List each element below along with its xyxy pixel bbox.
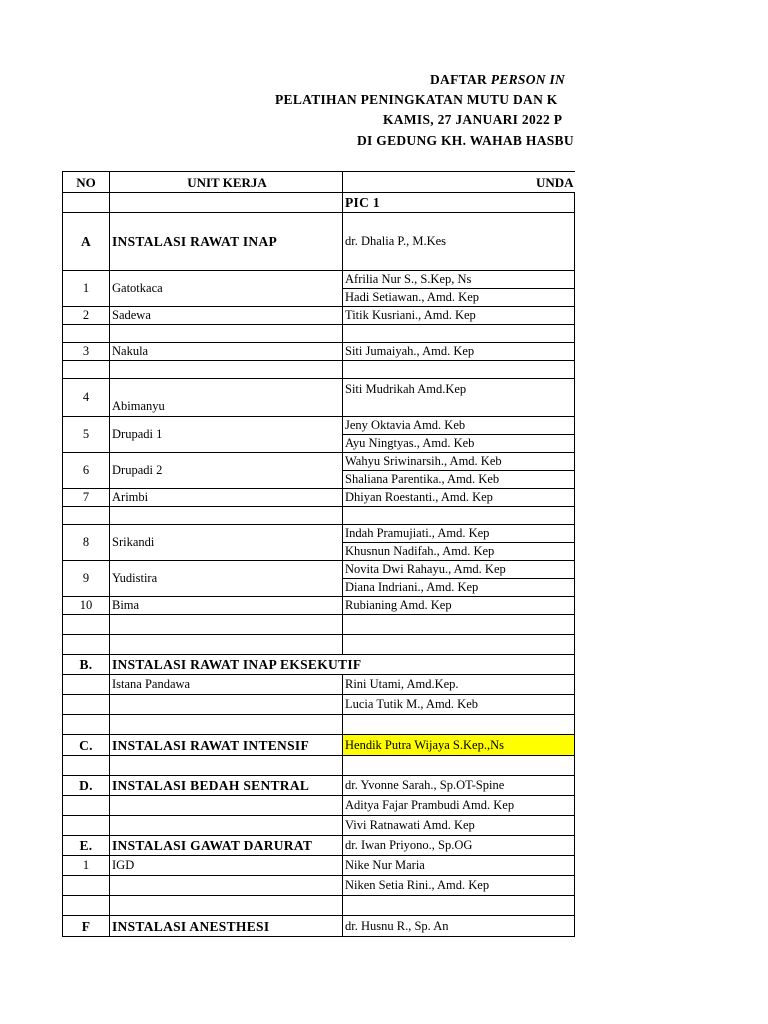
table-row xyxy=(63,816,575,836)
row-no: D. xyxy=(63,776,110,796)
title-line-2: PELATIHAN PENINGKATAN MUTU DAN K xyxy=(275,92,558,107)
row-pic: Vivi Ratnawati Amd. Kep xyxy=(343,816,575,836)
table-row xyxy=(63,635,575,655)
row-pic: dr. Husnu R., Sp. An xyxy=(343,916,575,937)
row-no: 9 xyxy=(63,561,110,597)
row-no: 7 xyxy=(63,489,110,507)
row-unit: Arimbi xyxy=(110,489,343,507)
row-pic: Rini Utami, Amd.Kep. xyxy=(343,675,575,695)
row-pic: Lucia Tutik M., Amd. Keb xyxy=(343,695,575,715)
row-pic: Novita Dwi Rahayu., Amd. Kep xyxy=(343,561,575,579)
table-row xyxy=(63,836,575,856)
table-row xyxy=(63,307,575,325)
row-pic: dr. Iwan Priyono., Sp.OG xyxy=(343,836,575,856)
row-unit: Drupadi 2 xyxy=(110,453,343,489)
row-unit: IGD xyxy=(110,856,343,876)
row-unit: Istana Pandawa xyxy=(110,675,343,695)
table-row xyxy=(63,776,575,796)
table-header-row xyxy=(63,172,575,193)
table-row xyxy=(63,756,575,776)
row-pic: Niken Setia Rini., Amd. Kep xyxy=(343,876,575,896)
row-pic: dr. Yvonne Sarah., Sp.OT-Spine xyxy=(343,776,575,796)
row-unit: Bima xyxy=(110,597,343,615)
table-row xyxy=(63,615,575,635)
row-pic: Jeny Oktavia Amd. Keb xyxy=(343,417,575,435)
row-no: 4 xyxy=(63,379,110,417)
row-unit: Nakula xyxy=(110,343,343,361)
table-row xyxy=(63,417,575,435)
row-pic: dr. Dhalia P., M.Kes xyxy=(343,213,575,271)
row-unit: Drupadi 1 xyxy=(110,417,343,453)
row-unit: INSTALASI BEDAH SENTRAL xyxy=(110,776,343,796)
header-undangan: UNDA xyxy=(343,172,575,193)
table-row xyxy=(63,193,575,213)
table-row xyxy=(63,916,575,937)
row-no: A xyxy=(63,213,110,271)
table-row xyxy=(63,675,575,695)
row-pic: Diana Indriani., Amd. Kep xyxy=(343,579,575,597)
row-unit: Yudistira xyxy=(110,561,343,597)
row-no: B. xyxy=(63,655,110,675)
title-line-4: DI GEDUNG KH. WAHAB HASBU xyxy=(357,133,574,148)
row-pic: Siti Mudrikah Amd.Kep xyxy=(343,379,575,417)
row-no: 1 xyxy=(63,856,110,876)
table-row xyxy=(63,597,575,615)
table-row xyxy=(63,271,575,289)
title-line-1 xyxy=(430,72,565,88)
table-row xyxy=(63,655,575,675)
table-row xyxy=(63,695,575,715)
row-unit: INSTALASI RAWAT INTENSIF xyxy=(110,735,343,756)
title-line-1-italic: PERSON IN xyxy=(490,72,566,87)
table-row xyxy=(63,735,575,756)
table-row xyxy=(63,507,575,525)
row-no: 5 xyxy=(63,417,110,453)
row-no: 3 xyxy=(63,343,110,361)
row-pic: Khusnun Nadifah., Amd. Kep xyxy=(343,543,575,561)
table-row xyxy=(63,876,575,896)
row-pic: Nike Nur Maria xyxy=(343,856,575,876)
row-no: E. xyxy=(63,836,110,856)
row-no: 8 xyxy=(63,525,110,561)
table-row xyxy=(63,715,575,735)
table-row xyxy=(63,856,575,876)
row-pic: Indah Pramujiati., Amd. Kep xyxy=(343,525,575,543)
row-no: 1 xyxy=(63,271,110,307)
row-no: 6 xyxy=(63,453,110,489)
header-pic-1: PIC 1 xyxy=(343,193,575,213)
header-no: NO xyxy=(63,172,110,193)
table-row xyxy=(63,343,575,361)
row-unit: Abimanyu xyxy=(110,379,343,417)
table-row xyxy=(63,489,575,507)
row-unit: INSTALASI ANESTHESI xyxy=(110,916,343,937)
row-unit: Gatotkaca xyxy=(110,271,343,307)
table-row xyxy=(63,325,575,343)
row-no: 10 xyxy=(63,597,110,615)
row-pic: Afrilia Nur S., S.Kep, Ns xyxy=(343,271,575,289)
person-in-charge-table xyxy=(62,171,575,937)
row-pic: Ayu Ningtyas., Amd. Keb xyxy=(343,435,575,453)
row-pic: Rubianing Amd. Kep xyxy=(343,597,575,615)
row-unit: INSTALASI RAWAT INAP EKSEKUTIF xyxy=(110,655,575,675)
table-row xyxy=(63,361,575,379)
row-unit: Sadewa xyxy=(110,307,343,325)
row-unit: INSTALASI RAWAT INAP xyxy=(110,213,343,271)
table-row xyxy=(63,213,575,271)
header-unit-kerja: UNIT KERJA xyxy=(110,172,343,193)
row-pic-highlighted: Hendik Putra Wijaya S.Kep.,Ns xyxy=(343,735,575,756)
table-row xyxy=(63,453,575,471)
row-no: 2 xyxy=(63,307,110,325)
table-row xyxy=(63,525,575,543)
row-pic: Dhiyan Roestanti., Amd. Kep xyxy=(343,489,575,507)
row-no: C. xyxy=(63,735,110,756)
row-pic: Wahyu Sriwinarsih., Amd. Keb xyxy=(343,453,575,471)
row-unit: INSTALASI GAWAT DARURAT xyxy=(110,836,343,856)
row-pic: Shaliana Parentika., Amd. Keb xyxy=(343,471,575,489)
row-pic: Aditya Fajar Prambudi Amd. Kep xyxy=(343,796,575,816)
title-line-3: KAMIS, 27 JANUARI 2022 P xyxy=(383,112,563,127)
row-pic: Hadi Setiawan., Amd. Kep xyxy=(343,289,575,307)
table-row xyxy=(63,896,575,916)
table-row xyxy=(63,561,575,579)
row-unit: Srikandi xyxy=(110,525,343,561)
row-pic: Siti Jumaiyah., Amd. Kep xyxy=(343,343,575,361)
row-no: F xyxy=(63,916,110,937)
table-row xyxy=(63,796,575,816)
table-row xyxy=(63,379,575,417)
title-line-1-prefix: DAFTAR xyxy=(430,72,491,87)
row-pic: Titik Kusriani., Amd. Kep xyxy=(343,307,575,325)
document-title xyxy=(0,66,768,156)
